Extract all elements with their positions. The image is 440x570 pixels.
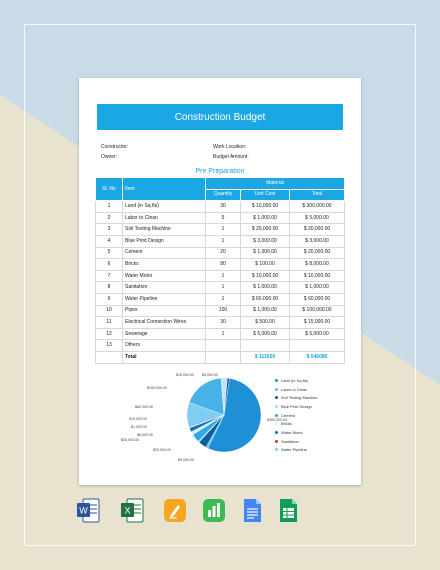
pie-data-label: $8,000.00 xyxy=(137,433,153,437)
header-quantity: Quantity xyxy=(206,189,241,201)
row-item: Land (in Sq.fts) xyxy=(123,201,206,213)
row-quantity: 30 xyxy=(206,201,241,213)
row-item: Sewerage xyxy=(123,328,206,340)
row-item: Water Pipeline xyxy=(123,293,206,305)
row-total: $ 10,000.00 xyxy=(290,270,345,282)
legend-label: Water Pipeline xyxy=(281,447,307,453)
row-unit-cost xyxy=(241,340,290,352)
row-quantity: 5 xyxy=(206,212,241,224)
row-quantity: 1 xyxy=(206,270,241,282)
pages-icon[interactable] xyxy=(163,497,187,524)
word-icon[interactable] xyxy=(76,497,100,524)
legend-swatch xyxy=(275,396,278,399)
legend-item xyxy=(275,385,318,394)
row-unit-cost: $ 5,000.00 xyxy=(241,328,290,340)
row-quantity: 100 xyxy=(206,305,241,317)
row-number: 11 xyxy=(96,317,123,329)
row-total: $ 1,000.00 xyxy=(290,282,345,294)
header-sl-no: Sl. No xyxy=(96,178,123,201)
row-total: $ 15,000.00 xyxy=(290,317,345,329)
row-number: 7 xyxy=(96,270,123,282)
row-unit-cost: $ 1,000.00 xyxy=(241,282,290,294)
budget-table xyxy=(95,177,345,364)
header-item: Item xyxy=(123,178,206,201)
row-item: Blue Print Design xyxy=(123,235,206,247)
legend-item xyxy=(275,411,318,420)
table-row xyxy=(96,235,345,247)
row-item: Water Motor xyxy=(123,270,206,282)
row-number: 8 xyxy=(96,282,123,294)
row-total: $ 8,000.00 xyxy=(290,259,345,271)
header-total: Total xyxy=(290,189,345,201)
row-item: Bricks xyxy=(123,259,206,271)
total-unit-cost: $ 111650 xyxy=(241,351,290,363)
pie-data-label: $1,000.00 xyxy=(131,425,147,429)
row-unit-cost: $ 3,000.00 xyxy=(241,235,290,247)
document-title: Construction Budget xyxy=(97,104,343,130)
row-unit-cost: $ 500.00 xyxy=(241,317,290,329)
row-item: Labor to Clean xyxy=(123,212,206,224)
svg-text:X: X xyxy=(124,505,131,516)
row-total: $ 60,000.00 xyxy=(290,293,345,305)
legend-swatch xyxy=(275,414,278,417)
row-quantity: 20 xyxy=(206,247,241,259)
table-row xyxy=(96,212,345,224)
row-item: Soil Testing Machine xyxy=(123,224,206,236)
legend-item xyxy=(275,376,318,385)
legend-label: Soil Testing Machine xyxy=(281,395,318,401)
legend-swatch xyxy=(275,422,278,425)
row-number: 1 xyxy=(96,201,123,213)
row-number: 5 xyxy=(96,247,123,259)
header-material: Material xyxy=(206,178,345,190)
table-row xyxy=(96,293,345,305)
row-quantity xyxy=(206,340,241,352)
row-number: 9 xyxy=(96,293,123,305)
row-item: Others xyxy=(123,340,206,352)
pie-data-label: $10,000.00 xyxy=(129,417,147,421)
total-qty xyxy=(206,351,241,363)
row-item: Sanitation xyxy=(123,282,206,294)
pie-data-label: $5,000.00 xyxy=(178,458,194,462)
budget-amount-label: Budget Amount: xyxy=(213,154,249,160)
table-row xyxy=(96,305,345,317)
table-row xyxy=(96,317,345,329)
row-number: 13 xyxy=(96,340,123,352)
row-unit-cost: $ 1,000.00 xyxy=(241,247,290,259)
row-quantity: 1 xyxy=(206,224,241,236)
row-number: 2 xyxy=(96,212,123,224)
row-total: $ 100,000.00 xyxy=(290,305,345,317)
row-unit-cost: $ 20,000.00 xyxy=(241,224,290,236)
legend-item xyxy=(275,437,318,446)
table-row xyxy=(96,224,345,236)
legend-swatch xyxy=(275,388,278,391)
row-total: $ 5,000.00 xyxy=(290,328,345,340)
svg-text:W: W xyxy=(79,505,88,516)
row-total: $ 5,000.00 xyxy=(290,212,345,224)
row-number: 6 xyxy=(96,259,123,271)
document-preview xyxy=(79,78,361,485)
app-icons-row xyxy=(76,497,376,527)
row-number: 3 xyxy=(96,224,123,236)
constructor-label: Constructor: xyxy=(101,144,129,150)
section-title: Pre Preparation xyxy=(195,168,245,175)
row-unit-cost: $ 60,000.00 xyxy=(241,293,290,305)
table-row xyxy=(96,201,345,213)
row-unit-cost: $ 10,000.00 xyxy=(241,270,290,282)
row-quantity: 1 xyxy=(206,282,241,294)
table-row xyxy=(96,328,345,340)
legend-item xyxy=(275,419,318,428)
legend-swatch xyxy=(275,448,278,451)
row-number: 12 xyxy=(96,328,123,340)
row-total: $ 20,000.00 xyxy=(290,224,345,236)
row-quantity: 1 xyxy=(206,235,241,247)
legend-swatch xyxy=(275,379,278,382)
legend-label: Water Motor xyxy=(281,429,303,435)
table-row xyxy=(96,259,345,271)
legend-label: Cement xyxy=(281,412,296,418)
legend-swatch xyxy=(275,405,278,408)
total-row xyxy=(96,351,345,363)
work-location-label: Work Location: xyxy=(213,144,247,150)
pie-data-label: $300,000.00 xyxy=(267,418,287,422)
pie-data-label: $30,000.00 xyxy=(121,438,139,442)
table-row xyxy=(96,340,345,352)
row-total xyxy=(290,340,345,352)
pie-data-label: $5,000.00 xyxy=(202,373,218,377)
table-row xyxy=(96,282,345,294)
row-unit-cost: $ 1,000.00 xyxy=(241,212,290,224)
row-quantity: 80 xyxy=(206,259,241,271)
legend-label: Land (in Sq.fts) xyxy=(281,377,309,383)
google-docs-icon[interactable] xyxy=(240,497,264,524)
pie-data-label: $60,000.00 xyxy=(135,405,153,409)
total-amount: $ 546080 xyxy=(290,351,345,363)
legend-item xyxy=(275,446,318,455)
legend-item xyxy=(275,393,318,402)
row-unit-cost: $ 10,000.00 xyxy=(241,201,290,213)
legend-swatch xyxy=(275,431,278,434)
row-number: 4 xyxy=(96,235,123,247)
table-row xyxy=(96,270,345,282)
row-number: 10 xyxy=(96,305,123,317)
pie-data-label: $15,000.00 xyxy=(176,373,194,377)
row-total: $ 300,000.00 xyxy=(290,201,345,213)
header-unit-cost: Unit Cost xyxy=(241,189,290,201)
row-quantity: 1 xyxy=(206,293,241,305)
legend-label: Bricks xyxy=(281,421,292,427)
google-sheets-icon[interactable] xyxy=(276,497,300,524)
row-item: Cement xyxy=(123,247,206,259)
legend-item xyxy=(275,428,318,437)
chart-legend xyxy=(275,376,318,454)
row-total: $ 20,000.00 xyxy=(290,247,345,259)
pie-data-label: $20,000.00 xyxy=(153,448,171,452)
excel-icon[interactable] xyxy=(120,497,144,524)
row-quantity: 30 xyxy=(206,317,241,329)
row-unit-cost: $ 100.00 xyxy=(241,259,290,271)
total-row-no xyxy=(96,351,123,363)
row-item: Electrical Connection Wires xyxy=(123,317,206,329)
table-row xyxy=(96,247,345,259)
numbers-icon[interactable] xyxy=(202,497,226,524)
total-label: Total xyxy=(123,351,206,363)
legend-item xyxy=(275,402,318,411)
owner-label: Owner: xyxy=(101,154,118,160)
legend-label: Sanitation xyxy=(281,438,299,444)
row-quantity: 1 xyxy=(206,328,241,340)
row-unit-cost: $ 1,000.00 xyxy=(241,305,290,317)
row-total: $ 3,000.00 xyxy=(290,235,345,247)
legend-label: Labor to Clean xyxy=(281,386,308,392)
pie-data-label: $100,000.00 xyxy=(147,386,167,390)
legend-swatch xyxy=(275,440,278,443)
legend-label: Blue Print Design xyxy=(281,403,312,409)
row-item: Pipes xyxy=(123,305,206,317)
